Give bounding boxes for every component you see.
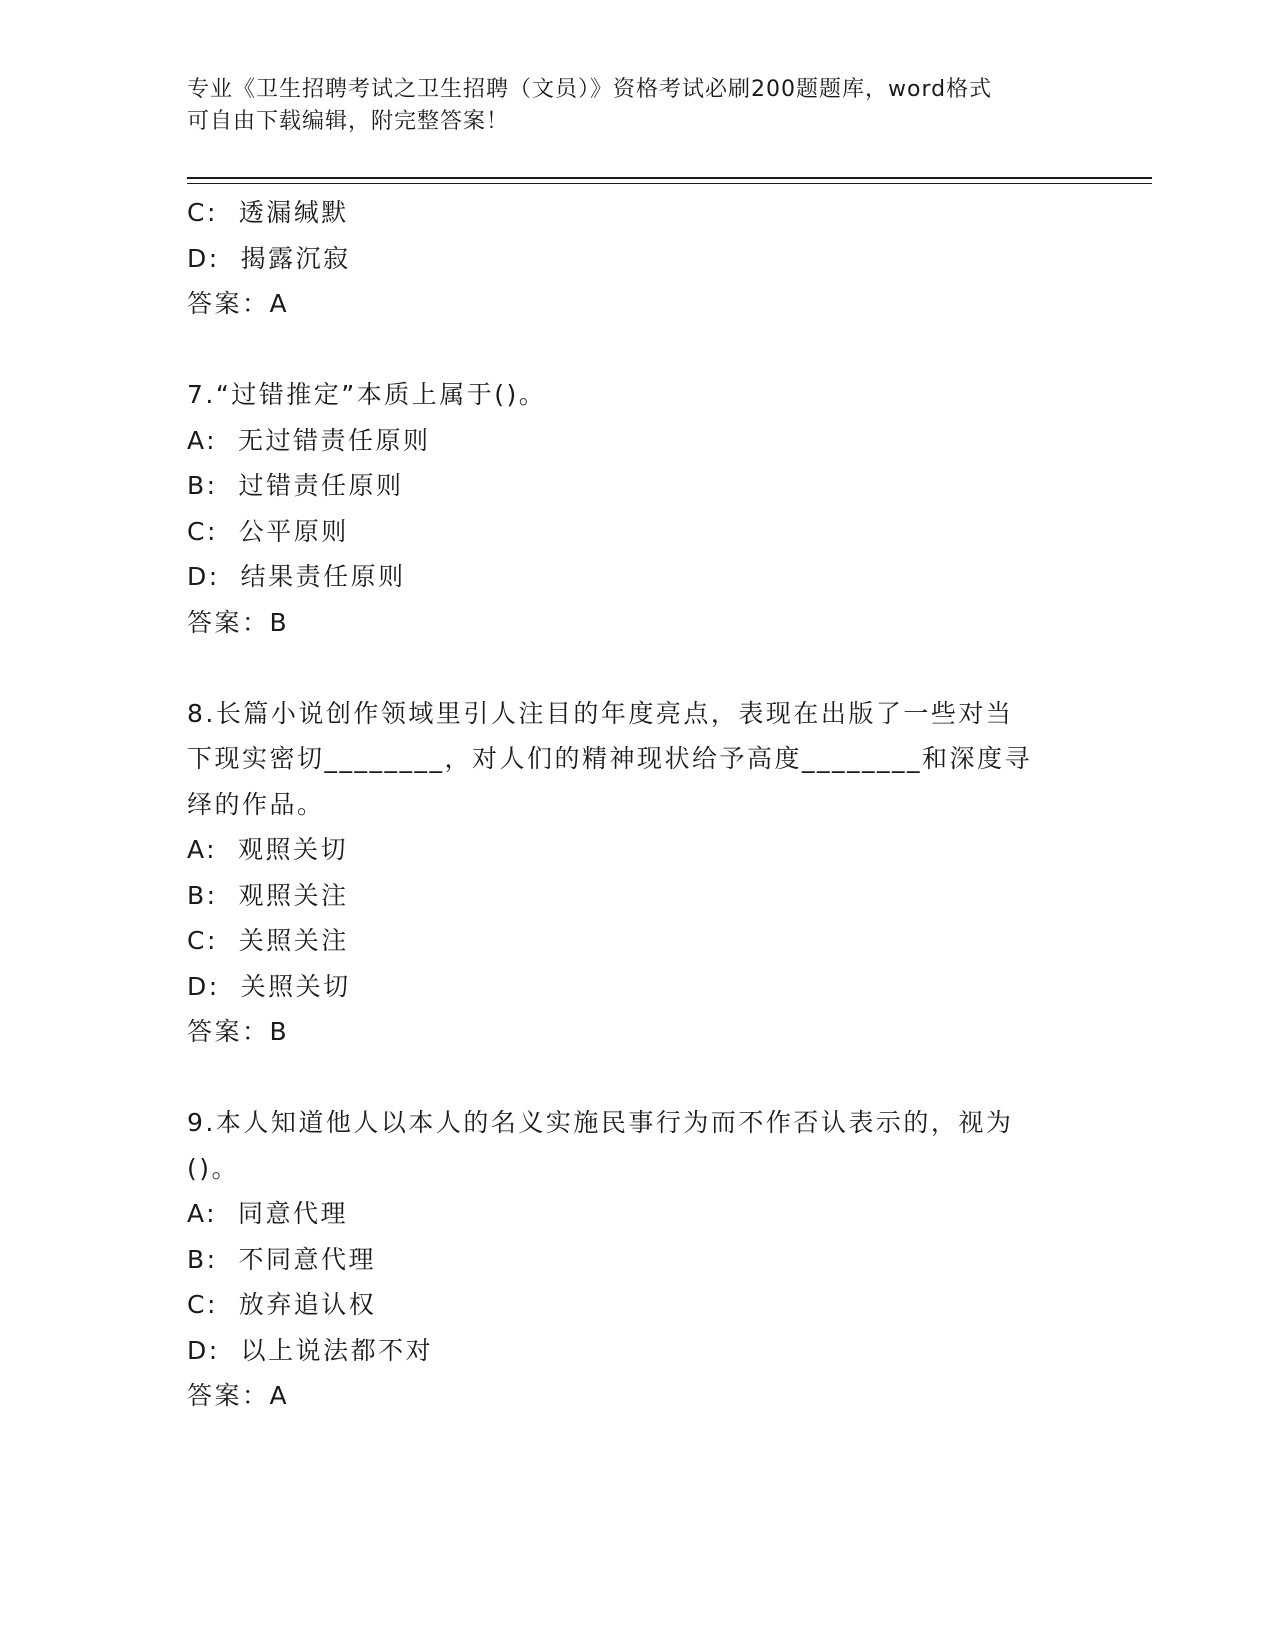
option-b — [187, 1237, 1067, 1283]
header-divider-thin — [187, 183, 1152, 184]
question-stem-line-2: 下现实密切________，对人们的精神现状给予高度________和深度寻 — [187, 744, 1033, 773]
option-text: 揭露沉寂 — [240, 243, 351, 273]
spacer — [187, 327, 1067, 373]
answer-line: 答案：A — [187, 1381, 290, 1410]
question-stem-line-1: 9.本人知道他人以本人的名义实施民事行为而不作否认表示的，视为 — [187, 1108, 1014, 1137]
option-text: 关照关切 — [240, 971, 351, 1001]
option-text: 观照关切 — [238, 835, 349, 864]
header-line-2: 可自由下载编辑，附完整答案！ — [187, 109, 510, 134]
option-d — [187, 1328, 1067, 1374]
option-key: C: — [187, 198, 218, 227]
question-7 — [187, 372, 1067, 645]
question-stem: 7.“过错推定”本质上属于()。 — [187, 380, 547, 409]
option-text: 观照关注 — [238, 880, 349, 910]
option-a — [187, 827, 1067, 873]
question-stem-line-1: 8.长篇小说创作领域里引人注目的年度亮点，表现在出版了一些对当 — [187, 698, 1014, 728]
option-key: D: — [187, 562, 220, 591]
header-divider-thick — [187, 177, 1152, 179]
option-key: B: — [187, 1244, 218, 1274]
option-key: C: — [187, 1290, 218, 1319]
option-b — [187, 873, 1067, 919]
option-text: 透漏缄默 — [238, 198, 349, 227]
answer-line: 答案：B — [187, 607, 290, 637]
option-key: B: — [187, 880, 218, 910]
option-text: 关照关注 — [238, 926, 349, 955]
option-c — [187, 918, 1067, 964]
option-a — [187, 1191, 1067, 1237]
option-text: 公平原则 — [238, 516, 349, 546]
option-text: 过错责任原则 — [238, 471, 404, 500]
option-c — [187, 509, 1067, 555]
option-key: A: — [187, 835, 218, 864]
option-text: 结果责任原则 — [240, 562, 406, 591]
answer-line: 答案：B — [187, 1017, 290, 1046]
option-key: D: — [187, 1335, 220, 1365]
previous-question-tail — [187, 190, 1067, 327]
option-text: 以上说法都不对 — [240, 1335, 434, 1365]
option-c — [187, 190, 1067, 236]
option-key: B: — [187, 471, 218, 500]
option-key: C: — [187, 516, 218, 546]
option-text: 同意代理 — [238, 1199, 349, 1228]
answer-line: 答案：A — [187, 289, 290, 318]
option-c — [187, 1282, 1067, 1328]
header-line-1: 专业《卫生招聘考试之卫生招聘（文员）》资格考试必刷200题题库，word格式 — [187, 77, 993, 102]
spacer — [187, 1055, 1067, 1101]
option-key: C: — [187, 926, 218, 955]
question-9 — [187, 1100, 1067, 1419]
option-text: 放弃追认权 — [238, 1290, 377, 1319]
option-b — [187, 463, 1067, 509]
question-stem-line-3: 绎的作品。 — [187, 789, 325, 819]
option-a — [187, 418, 1067, 464]
question-stem-line-2: ()。 — [187, 1153, 240, 1183]
option-d — [187, 554, 1067, 600]
question-8 — [187, 691, 1067, 1055]
option-key: D: — [187, 971, 220, 1001]
spacer — [187, 645, 1067, 691]
option-d — [187, 236, 1067, 282]
option-text: 不同意代理 — [238, 1244, 376, 1274]
option-text: 无过错责任原则 — [238, 425, 431, 455]
option-key: D: — [187, 243, 220, 273]
question-content — [187, 190, 1067, 1419]
document-header — [187, 74, 1067, 138]
option-d — [187, 964, 1067, 1010]
option-key: A: — [187, 425, 218, 455]
option-key: A: — [187, 1199, 218, 1228]
